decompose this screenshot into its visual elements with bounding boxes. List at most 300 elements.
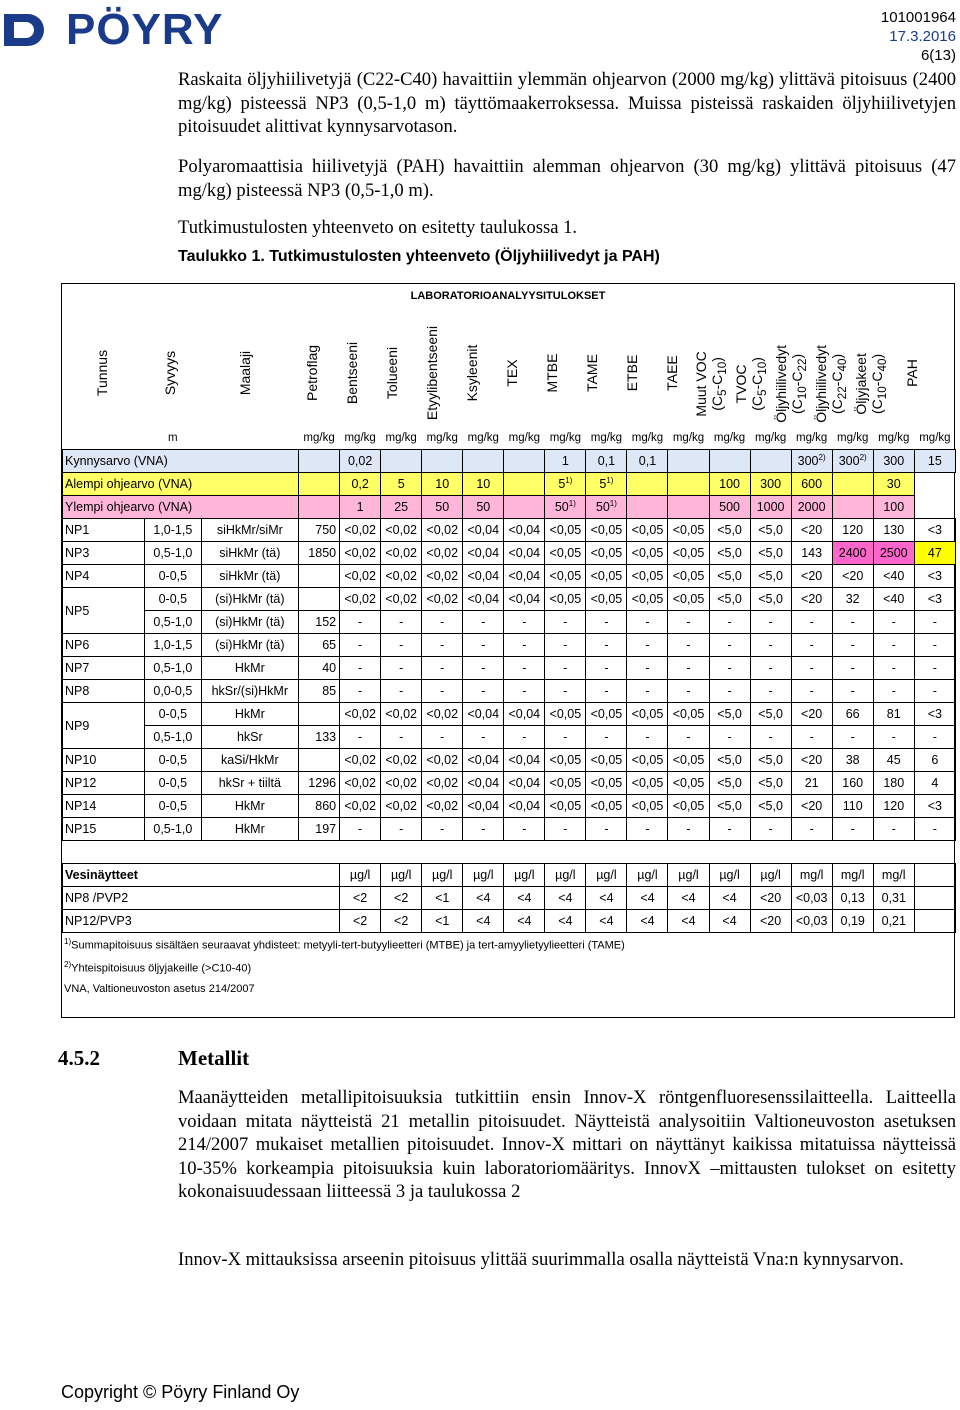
value-cell: - <box>463 680 504 703</box>
value-cell: 85 <box>299 680 340 703</box>
value-cell: <0,05 <box>668 703 709 726</box>
unit-cell: mg/kg <box>303 432 335 444</box>
limit-cell <box>463 450 504 473</box>
value-cell: - <box>504 818 545 841</box>
depth-cell: 0,5-1,0 <box>145 611 201 634</box>
value-cell: 47 <box>914 542 955 565</box>
soil-cell: hkSr <box>201 726 299 749</box>
value-cell: 130 <box>873 519 914 542</box>
limit-cell <box>709 450 750 473</box>
section-heading <box>58 1046 250 1071</box>
footnote-3 <box>62 983 958 995</box>
value-cell: - <box>545 634 586 657</box>
value-cell: <0,04 <box>504 795 545 818</box>
water-value: <4 <box>463 910 504 933</box>
limit-cell: 30 <box>873 473 914 496</box>
value-cell: <20 <box>791 703 832 726</box>
value-cell: 180 <box>873 772 914 795</box>
value-cell: - <box>381 726 422 749</box>
value-cell: <40 <box>873 588 914 611</box>
value-cell: - <box>668 657 709 680</box>
value-cell: <0,02 <box>340 772 381 795</box>
unit-cell <box>63 427 145 450</box>
value-cell: <0,05 <box>627 542 668 565</box>
value-cell: <0,05 <box>545 749 586 772</box>
water-unit: µg/l <box>381 864 422 887</box>
value-cell: - <box>422 818 463 841</box>
depth-cell: 0-0,5 <box>145 795 201 818</box>
unit-cell: mg/kg <box>837 432 869 444</box>
table-row <box>63 818 956 841</box>
soil-cell: HkMr <box>201 795 299 818</box>
value-cell: <0,04 <box>463 519 504 542</box>
footnote-3-text: VNA, Valtioneuvoston asetus 214/2007 <box>64 983 255 995</box>
value-cell: <0,02 <box>381 565 422 588</box>
water-value: <4 <box>545 910 586 933</box>
value-cell: - <box>914 634 955 657</box>
pöyry-logo <box>2 5 224 54</box>
value-cell: - <box>914 611 955 634</box>
water-unit: µg/l <box>422 864 463 887</box>
limit-label: Alempi ohjearvo (VNA) <box>63 473 299 496</box>
logo-text: PÖYRY <box>66 5 224 54</box>
value-cell: - <box>709 634 750 657</box>
value-cell: <0,04 <box>504 519 545 542</box>
value-cell: <20 <box>791 795 832 818</box>
value-cell: - <box>791 726 832 749</box>
value-cell: - <box>504 611 545 634</box>
value-cell: <3 <box>914 703 955 726</box>
value-cell: - <box>750 657 791 680</box>
water-value: <4 <box>463 887 504 910</box>
value-cell: - <box>832 818 873 841</box>
value-cell: <0,05 <box>545 519 586 542</box>
water-unit: µg/l <box>627 864 668 887</box>
value-cell: 32 <box>832 588 873 611</box>
value-cell: - <box>545 657 586 680</box>
value-cell: <5,0 <box>750 795 791 818</box>
value-cell: - <box>914 680 955 703</box>
soil-cell: siHkMr (tä) <box>201 542 299 565</box>
limit-cell <box>668 473 709 496</box>
unit-cell: m <box>168 432 178 444</box>
table-row <box>63 795 956 818</box>
value-cell: <5,0 <box>750 519 791 542</box>
table-row <box>63 680 956 703</box>
depth-cell: 0,0-0,5 <box>145 680 201 703</box>
soil-cell: siHkMr/siMr <box>201 519 299 542</box>
water-unit: µg/l <box>750 864 791 887</box>
value-cell: 1850 <box>299 542 340 565</box>
value-cell: <0,02 <box>340 519 381 542</box>
table-row <box>63 542 956 565</box>
value-cell: <3 <box>914 519 955 542</box>
section-paragraph-1: Maanäytteiden metallipitoisuuksia tutkittiin ensin Innov-X röntgenfluoresenssilaitteella. Laitteella voidaan mitata näytteistä 21 metallin pitoisuudet. Näytteistä analysoitiin Valtioneuvoston asetuksen 214/2007 mukaiset metallien pitoisuudet. Innov-X mittari on näyttänyt kaikissa mitatuissa näytteissä 10-35% korkeampia pitoisuuksia kuin laboratoriomääritys. InnovX –mittausten tulokset on esitetty kokonaisuudessaan liitteessä 3 ja taulukossa 2 <box>178 1087 956 1202</box>
value-cell: <0,04 <box>463 772 504 795</box>
value-cell: - <box>627 680 668 703</box>
value-cell: - <box>340 634 381 657</box>
value-cell: - <box>340 726 381 749</box>
value-cell: - <box>832 634 873 657</box>
limit-cell <box>832 473 873 496</box>
value-cell: - <box>340 657 381 680</box>
value-cell: - <box>504 680 545 703</box>
water-value: <4 <box>627 887 668 910</box>
value-cell: <5,0 <box>709 772 750 795</box>
value-cell: <20 <box>791 588 832 611</box>
value-cell: - <box>750 726 791 749</box>
value-cell: <0,04 <box>463 542 504 565</box>
empty-cell <box>914 864 955 887</box>
value-cell: - <box>627 634 668 657</box>
limit-cell: 600 <box>791 473 832 496</box>
depth-cell: 0-0,5 <box>145 565 201 588</box>
value-cell: - <box>463 611 504 634</box>
value-cell: - <box>586 680 627 703</box>
value-cell: 21 <box>791 772 832 795</box>
value-cell: <0,05 <box>586 588 627 611</box>
value-cell: <5,0 <box>750 703 791 726</box>
value-cell: <0,02 <box>381 772 422 795</box>
limit-label: Kynnysarvo (VNA) <box>63 450 299 473</box>
sample-id: NP12 <box>63 772 145 795</box>
value-cell: - <box>832 726 873 749</box>
limit-cell: 5$^{1)}$ <box>586 473 627 496</box>
depth-cell: 0-0,5 <box>145 749 201 772</box>
unit-cell: mg/kg <box>508 432 540 444</box>
value-cell: 120 <box>873 795 914 818</box>
water-value: <0,03 <box>791 910 832 933</box>
water-row <box>63 887 956 910</box>
unit-cell: mg/kg <box>426 432 458 444</box>
water-sample-id: NP8 /PVP2 <box>63 887 340 910</box>
limit-row <box>63 496 956 519</box>
value-cell: <0,04 <box>504 749 545 772</box>
limit-cell: 500 <box>709 496 750 519</box>
value-cell: - <box>750 680 791 703</box>
value-cell: 120 <box>832 519 873 542</box>
value-cell: <0,02 <box>422 542 463 565</box>
value-cell: <5,0 <box>750 565 791 588</box>
limit-cell: 300 <box>750 473 791 496</box>
value-cell: <0,02 <box>381 542 422 565</box>
value-cell: <0,02 <box>340 542 381 565</box>
depth-cell: 0-0,5 <box>145 703 201 726</box>
sample-id: NP7 <box>63 657 145 680</box>
value-cell: - <box>463 726 504 749</box>
limit-row <box>63 473 956 496</box>
soil-cell: hkSr/(si)HkMr <box>201 680 299 703</box>
water-value: 0,19 <box>832 910 873 933</box>
water-unit: µg/l <box>463 864 504 887</box>
value-cell: - <box>709 726 750 749</box>
water-value: <2 <box>381 887 422 910</box>
limit-cell: 1 <box>340 496 381 519</box>
value-cell: <0,04 <box>463 749 504 772</box>
sample-id: NP9 <box>63 703 145 749</box>
value-cell: <0,04 <box>463 703 504 726</box>
limit-cell <box>504 496 545 519</box>
value-cell: <0,05 <box>545 795 586 818</box>
value-cell: <0,05 <box>668 519 709 542</box>
section-title: Metallit <box>178 1046 250 1070</box>
limit-cell <box>381 450 422 473</box>
footnote-2: $^{2)}$Yhteispitoisuus öljyjakeille (>C10-40) <box>64 960 252 975</box>
table-row <box>63 634 956 657</box>
value-cell: 110 <box>832 795 873 818</box>
value-cell: - <box>873 611 914 634</box>
value-cell: <0,04 <box>504 542 545 565</box>
value-cell: - <box>832 657 873 680</box>
limit-cell <box>422 450 463 473</box>
limit-cell <box>832 496 873 519</box>
sample-id: NP5 <box>63 588 145 634</box>
value-cell: - <box>873 657 914 680</box>
water-value: 0,13 <box>832 887 873 910</box>
water-header: Vesinäytteet <box>63 864 340 887</box>
unit-cell: mg/kg <box>795 432 828 444</box>
value-cell: - <box>914 657 955 680</box>
value-cell: <0,02 <box>381 519 422 542</box>
limit-cell: 5$^{1)}$ <box>545 473 586 496</box>
value-cell: <0,05 <box>627 772 668 795</box>
value-cell: <0,04 <box>504 588 545 611</box>
table-row <box>63 588 956 611</box>
water-unit: µg/l <box>545 864 586 887</box>
sample-id: NP15 <box>63 818 145 841</box>
value-cell: <0,05 <box>627 519 668 542</box>
value-cell: - <box>709 818 750 841</box>
value-cell: - <box>791 680 832 703</box>
unit-cell: mg/kg <box>878 432 910 444</box>
value-cell: 1296 <box>299 772 340 795</box>
water-value: <4 <box>668 910 709 933</box>
limit-cell <box>627 473 668 496</box>
value-cell: <0,05 <box>668 772 709 795</box>
value-cell: <0,02 <box>340 703 381 726</box>
water-value: <1 <box>422 910 463 933</box>
value-cell: 66 <box>832 703 873 726</box>
value-cell <box>299 703 340 726</box>
water-value: 0,21 <box>873 910 914 933</box>
value-cell: - <box>873 680 914 703</box>
value-cell: - <box>750 634 791 657</box>
limit-cell: 2000 <box>791 496 832 519</box>
value-cell: <3 <box>914 588 955 611</box>
value-cell: - <box>586 634 627 657</box>
water-value: <1 <box>422 887 463 910</box>
value-cell: <0,05 <box>668 749 709 772</box>
value-cell <box>299 588 340 611</box>
value-cell: 860 <box>299 795 340 818</box>
water-unit: µg/l <box>709 864 750 887</box>
sample-id: NP14 <box>63 795 145 818</box>
value-cell: - <box>545 611 586 634</box>
value-cell: 4 <box>914 772 955 795</box>
value-cell: <0,05 <box>586 772 627 795</box>
value-cell: - <box>381 657 422 680</box>
value-cell: <0,05 <box>586 565 627 588</box>
value-cell: <0,02 <box>422 749 463 772</box>
units-row <box>63 427 956 450</box>
value-cell: - <box>873 726 914 749</box>
value-cell: <5,0 <box>750 772 791 795</box>
water-unit: mg/l <box>832 864 873 887</box>
water-value: <4 <box>545 887 586 910</box>
limit-cell: 300 <box>873 450 914 473</box>
limit-cell <box>668 450 709 473</box>
unit-cell: mg/kg <box>631 432 664 444</box>
water-row <box>63 910 956 933</box>
limit-cell: 25 <box>381 496 422 519</box>
water-unit: mg/l <box>791 864 832 887</box>
limit-cell: 300$^{2)}$ <box>832 450 873 473</box>
depth-cell: 0,5-1,0 <box>145 818 201 841</box>
unit-cell: mg/kg <box>713 432 746 444</box>
depth-cell: 1,0-1,5 <box>145 519 201 542</box>
soil-cell: HkMr <box>201 657 299 680</box>
value-cell: - <box>832 680 873 703</box>
water-value: <4 <box>586 910 627 933</box>
water-unit: µg/l <box>586 864 627 887</box>
value-cell: - <box>381 818 422 841</box>
footnote-2-text: Yhteispitoisuus öljyjakeille (>C10-40) <box>71 962 252 975</box>
value-cell: <0,05 <box>668 542 709 565</box>
water-value: <0,03 <box>791 887 832 910</box>
unit-cell: mg/kg <box>467 432 499 444</box>
sample-id: NP10 <box>63 749 145 772</box>
value-cell: <0,04 <box>504 772 545 795</box>
depth-cell: 0-0,5 <box>145 588 201 611</box>
value-cell: - <box>504 657 545 680</box>
value-cell: <0,05 <box>586 542 627 565</box>
sample-id: NP4 <box>63 565 145 588</box>
soil-cell: kaSi/HkMr <box>201 749 299 772</box>
value-cell: <0,05 <box>627 588 668 611</box>
value-cell: <0,02 <box>422 772 463 795</box>
limit-cell: 50$^{1)}$ <box>545 496 586 519</box>
value-cell: 38 <box>832 749 873 772</box>
water-value: <2 <box>340 887 381 910</box>
value-cell: 2400 <box>832 542 873 565</box>
sample-id: NP3 <box>63 542 145 565</box>
value-cell: <5,0 <box>709 795 750 818</box>
value-cell: <0,02 <box>422 588 463 611</box>
value-cell: - <box>914 818 955 841</box>
unit-cell: mg/kg <box>590 432 623 444</box>
unit-cell: mg/kg <box>344 432 376 444</box>
value-cell: - <box>627 726 668 749</box>
poyry-logo-icon <box>2 8 60 52</box>
value-cell: - <box>668 726 709 749</box>
water-value: <2 <box>381 910 422 933</box>
water-header-row <box>63 864 956 887</box>
value-cell: - <box>381 634 422 657</box>
limit-row <box>63 450 956 473</box>
soil-cell: HkMr <box>201 818 299 841</box>
value-cell: - <box>463 634 504 657</box>
value-cell: - <box>832 611 873 634</box>
sample-id: NP1 <box>63 519 145 542</box>
value-cell: <40 <box>873 565 914 588</box>
page-number: 6(13) <box>920 47 956 64</box>
water-value: <20 <box>750 910 791 933</box>
depth-cell: 0,5-1,0 <box>145 542 201 565</box>
footnote-1-text: Summapitoisuus sisältäen seuraavat yhdisteet: metyyli-tert-butyylieetteri (MTBE) ja tert-amyylietyylieetteri (TAME) <box>71 939 625 952</box>
water-value: <4 <box>668 887 709 910</box>
unit-cell <box>201 427 299 450</box>
value-cell: - <box>586 818 627 841</box>
value-cell: - <box>381 680 422 703</box>
value-cell: - <box>586 611 627 634</box>
value-cell: <5,0 <box>709 542 750 565</box>
paragraph-2: Polyaromaattisia hiilivetyjä (PAH) havaittiin alemman ohjearvon (30 mg/kg) ylittävä pitoisuus (47 mg/kg) pisteessä NP3 (0,5-1,0 m). <box>178 156 956 201</box>
value-cell: <0,05 <box>586 703 627 726</box>
value-cell: <0,02 <box>422 565 463 588</box>
value-cell: 197 <box>299 818 340 841</box>
water-value: <4 <box>627 910 668 933</box>
value-cell: 45 <box>873 749 914 772</box>
value-cell: - <box>668 818 709 841</box>
soil-cell: HkMr <box>201 703 299 726</box>
value-cell: 65 <box>299 634 340 657</box>
limit-cell <box>504 450 545 473</box>
footnote-1: $^{1)}$Summapitoisuus sisältäen seuraavat yhdisteet: metyyli-tert-butyylieetteri (MTBE) ja tert-amyylietyylieetteri (TAME) <box>64 937 625 952</box>
value-cell: - <box>791 818 832 841</box>
value-cell: - <box>668 611 709 634</box>
limit-cell: 15 <box>914 450 955 473</box>
table-row <box>63 611 956 634</box>
doc-date: 17.3.2016 <box>889 28 956 45</box>
value-cell: <3 <box>914 565 955 588</box>
value-cell: - <box>627 611 668 634</box>
value-cell: <0,05 <box>627 749 668 772</box>
value-cell: <0,02 <box>340 749 381 772</box>
unit-cell: mg/kg <box>919 432 951 444</box>
unit-cell: mg/kg <box>385 432 417 444</box>
limit-cell: 0,1 <box>627 450 668 473</box>
limit-cell: 300$^{2)}$ <box>791 450 832 473</box>
value-cell: - <box>340 611 381 634</box>
value-cell: - <box>914 726 955 749</box>
value-cell: <5,0 <box>709 565 750 588</box>
value-cell: <0,05 <box>627 565 668 588</box>
value-cell: 133 <box>299 726 340 749</box>
soil-cell: siHkMr (tä) <box>201 565 299 588</box>
value-cell: - <box>545 818 586 841</box>
doc-number: 101001964 <box>880 9 956 26</box>
limit-cell: 1000 <box>750 496 791 519</box>
limit-label: Ylempi ohjearvo (VNA) <box>63 496 299 519</box>
water-value: 0,31 <box>873 887 914 910</box>
limit-cell <box>299 496 340 519</box>
value-cell: <0,02 <box>381 749 422 772</box>
limit-cell <box>299 473 340 496</box>
value-cell: <20 <box>832 565 873 588</box>
limit-cell: 50$^{1)}$ <box>586 496 627 519</box>
value-cell: - <box>504 726 545 749</box>
value-cell: - <box>340 818 381 841</box>
water-unit: µg/l <box>504 864 545 887</box>
value-cell: - <box>463 818 504 841</box>
section-number: 4.5.2 <box>58 1046 100 1070</box>
value-cell: <5,0 <box>709 588 750 611</box>
limit-cell: 10 <box>463 473 504 496</box>
spacer <box>63 841 956 864</box>
table-row <box>63 519 956 542</box>
value-cell: - <box>381 611 422 634</box>
value-cell: 40 <box>299 657 340 680</box>
